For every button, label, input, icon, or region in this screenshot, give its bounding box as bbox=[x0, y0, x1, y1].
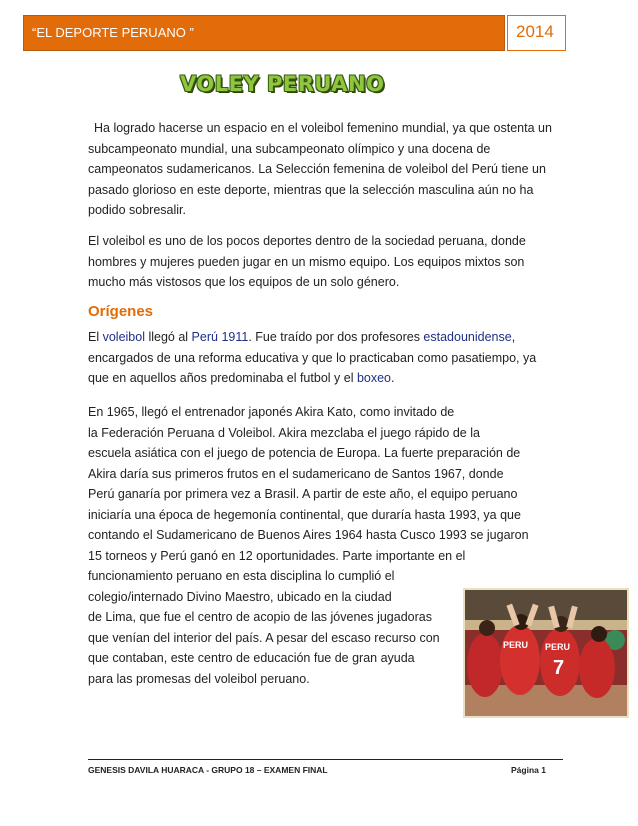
text-run: . Fue traído por dos profesores bbox=[248, 330, 424, 344]
text-run: llegó al bbox=[144, 330, 192, 344]
line: iniciaría una época de hegemonía continental, que duraría hasta 1993, ya que bbox=[88, 507, 521, 522]
text-run: , encargados de una reforma educativa y que lo practicaban como pasatiempo, ya que en aquellos años predominaba el futbol y el bbox=[88, 330, 537, 385]
line: Akira daría sus primeros frutos en el sudamericano de Santos 1967, donde bbox=[88, 466, 504, 481]
volleyball-team-photo bbox=[463, 588, 629, 718]
link-1911[interactable]: 1911 bbox=[221, 330, 249, 344]
jersey-number: 7 bbox=[553, 657, 565, 679]
line: contando el Sudamericano de Buenos Aires 1964 hasta Cusco 1993 se jugaron bbox=[88, 528, 529, 542]
paragraph-origins bbox=[88, 327, 558, 389]
line: Perú ganaría por primera vez a Brasil. A partir de este año, el equipo peruano bbox=[88, 487, 518, 501]
text-run: El bbox=[88, 330, 103, 344]
header-title: “EL DEPORTE PERUANO ” bbox=[32, 25, 194, 40]
photo-illustration bbox=[465, 590, 627, 716]
jersey-text: PERU bbox=[545, 642, 571, 652]
jersey-text: PERU bbox=[503, 640, 529, 650]
line: funcionamiento peruano en esta disciplina lo cumplió el bbox=[88, 569, 395, 583]
paragraph-intro-text: Ha logrado hacerse un espacio en el voleibol femenino mundial, ya que ostenta un subcampeonato mundial, una subcampeonato olímpico y una docena de campeonatos sudamericanos. La Selección femenina de voleibol del Perú tiene un pasado glorioso en este deporte, mientras que la selección masculina aún no ha podido sobresalir. bbox=[88, 121, 552, 217]
line: colegio/internado Divino Maestro, ubicado en la ciudad bbox=[88, 589, 392, 604]
link-voleibol[interactable]: voleibol bbox=[102, 330, 145, 344]
line: de Lima, que fue el centro de acopio de las jóvenes jugadoras bbox=[88, 610, 432, 624]
text-run: . bbox=[391, 371, 395, 385]
link-estadounidense[interactable]: estadounidense bbox=[423, 330, 512, 344]
document-title: VOLEY PERUANO bbox=[180, 72, 385, 96]
line: que venían del interior del país. A pesar del escaso recurso con bbox=[88, 630, 440, 645]
paragraph-intro bbox=[88, 118, 558, 221]
line: la Federación Peruana d Voleibol. Akira mezclaba el juego rápido de la bbox=[88, 425, 480, 440]
line: que contaban, este centro de educación fue de gran ayuda bbox=[88, 651, 415, 665]
header-year: 2014 bbox=[516, 22, 554, 41]
page-header bbox=[23, 15, 566, 51]
link-boxeo[interactable]: boxeo bbox=[356, 371, 392, 385]
footer-author: GENESIS DAVILA HUARACA - GRUPO 18 – EXAMEN FINAL bbox=[88, 765, 328, 775]
paragraph-mixed-teams: El voleibol es uno de los pocos deportes dentro de la sociedad peruana, donde hombres y mujeres pueden jugar en un mismo equipo. Los equipos mixtos son mucho más vistosos que los equipos de un solo género. bbox=[88, 234, 526, 289]
line: escuela asiática con el juego de potencia de Europa. La fuerte preparación de bbox=[88, 446, 521, 460]
line: 15 torneos y Perú ganó en 12 oportunidades. Parte importante en el bbox=[88, 548, 466, 563]
header-title-box bbox=[23, 15, 505, 51]
link-peru[interactable]: Perú bbox=[191, 330, 218, 344]
line: para las promesas del voleibol peruano. bbox=[88, 671, 310, 686]
line: En 1965, llegó el entrenador japonés Akira Kato, como invitado de bbox=[88, 405, 455, 419]
footer-page-number: Página 1 bbox=[511, 765, 546, 775]
header-year-box bbox=[507, 15, 566, 51]
section-heading-origenes: Orígenes bbox=[88, 303, 154, 320]
footer-divider bbox=[88, 759, 563, 760]
